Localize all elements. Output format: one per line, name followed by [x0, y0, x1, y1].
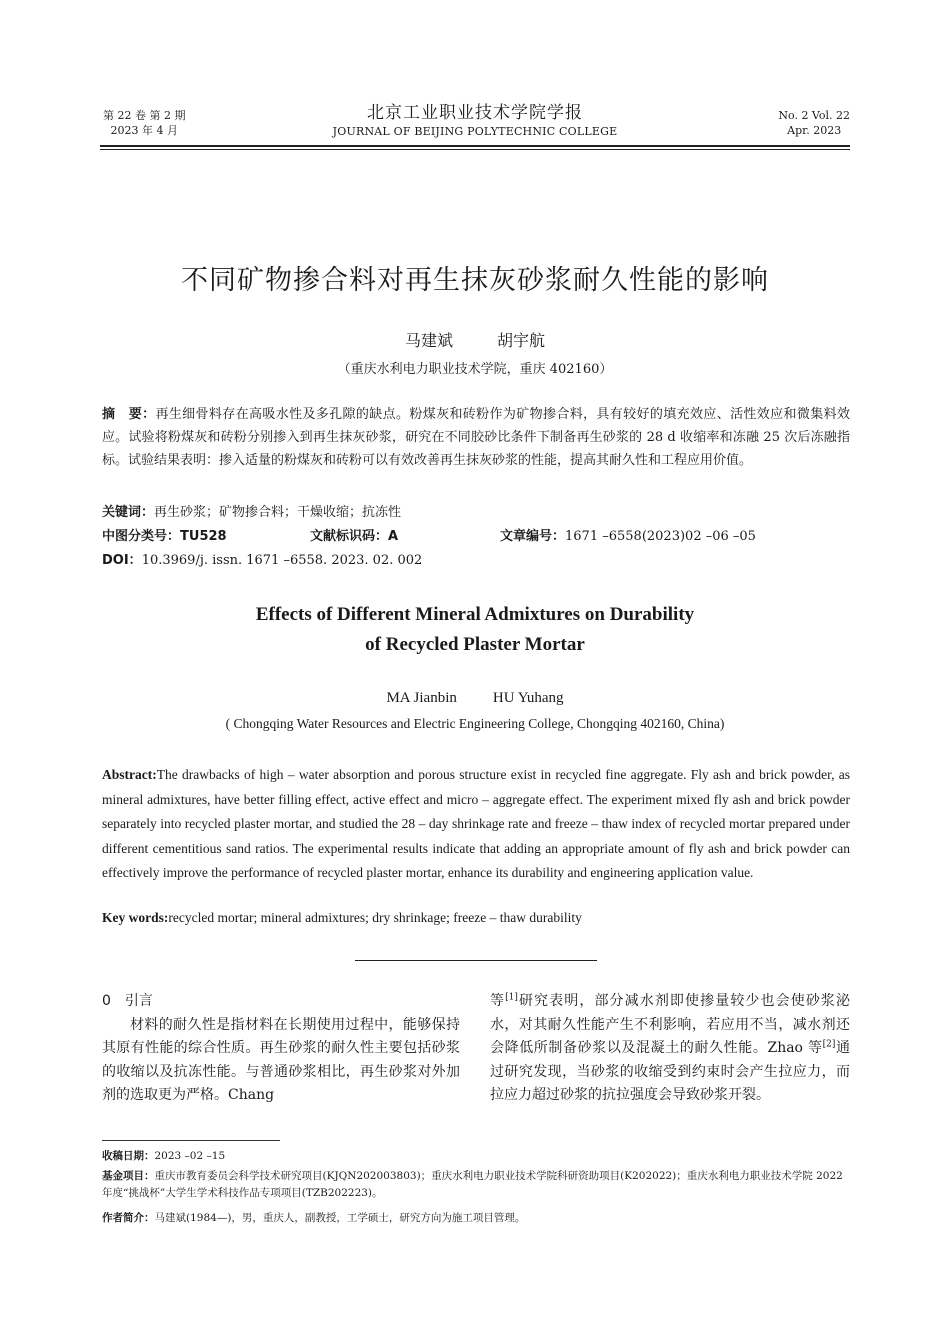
footnote-received: 收稿日期：2023 –02 –15: [102, 1150, 226, 1162]
footnote-author: 作者简介：马建斌(1984—)，男，重庆人，副教授，工学硕士，研究方向为施工项目管理。: [102, 1212, 526, 1224]
keywords-text: 再生砂浆；矿物掺合料；干燥收缩；抗冻性: [154, 505, 402, 520]
section-heading: 0 引言: [102, 993, 153, 1009]
header-rule: [100, 145, 850, 147]
running-header-right: [778, 108, 850, 138]
abstract-text: 再生细骨料存在高吸水性及多孔隙的缺点。粉煤灰和砖粉作为矿物掺合料，具有较好的填充效应、活性效应和微集料效应。试验将粉煤灰和砖粉分别掺入到再生抹灰砂浆，研究在不同胶砂比条件下制备再生砂浆的 28 d 收缩率和冻融 25 次后冻融指标。试验结果表明：掺入适量的粉煤灰和砖粉可以有效改善再生抹灰砂浆的性能，提高其耐久性和工程应用价值。: [102, 407, 850, 468]
author-name-en: MA Jianbin: [386, 690, 457, 706]
clc-number: 中图分类号：TU528: [102, 529, 227, 544]
body-column-left: [102, 990, 460, 1108]
citation-ref[interactable]: [1]: [505, 992, 518, 1003]
journal-masthead: [300, 102, 650, 139]
journal-name-en: JOURNAL OF BEIJING POLYTECHNIC COLLEGE: [332, 125, 618, 138]
abstract-cn: [102, 403, 850, 472]
affiliation-en: ( Chongqing Water Resources and Electric Engineering College, Chongqing 402160, China): [225, 716, 725, 731]
doi-link[interactable]: 10.3969/j. issn. 1671 –6558. 2023. 02. 002: [141, 553, 423, 568]
keywords-label: 关键词：: [102, 505, 155, 520]
section-separator: [355, 960, 597, 961]
document-code: 文献标识码：A: [310, 529, 399, 544]
keywords-en-label: Key words:: [102, 910, 169, 925]
header-rule-thin: [100, 149, 850, 150]
footnote-rule: [102, 1140, 280, 1141]
body-paragraph: 材料的耐久性是指材料在长期使用过程中，能够保持其原有性能的综合性质。再生砂浆的耐久性主要包括砂浆的收缩以及抗冻性能。与普通砂浆相比，再生砂浆对外加剂的选取更为严格。Chang: [102, 1016, 460, 1103]
keywords-en-text: recycled mortar; mineral admixtures; dry shrinkage; freeze – thaw durability: [168, 910, 582, 925]
paper-title-cn: 不同矿物掺合料对再生抹灰砂浆耐久性能的影响: [181, 265, 769, 296]
volume-issue-en: No. 2 Vol. 22: [778, 109, 850, 122]
author-name: 马建斌: [404, 331, 453, 350]
keywords-en: [102, 910, 582, 926]
footnote-funding: 基金项目：重庆市教育委员会科学技术研究项目(KJQN202003803)；重庆水利电力职业技术学院科研资助项目(K202022)；重庆水利电力职业技术学院 2022 年度“挑战杯”大学生学术科技作品专项项目(TZB202223)。: [102, 1170, 843, 1199]
affiliation-cn: （重庆水利电力职业技术学院，重庆 402160）: [337, 362, 613, 377]
abstract-label: 摘 要：: [102, 407, 156, 422]
citation-ref[interactable]: [2]: [822, 1039, 836, 1050]
journal-name-cn: 北京工业职业技术学院学报: [367, 103, 583, 123]
publication-date-cn: 2023 年 4 月: [110, 124, 178, 137]
doi-line: DOI：10.3969/j. issn. 1671 –6558. 2023. 02. 002: [102, 553, 423, 568]
abstract-en: [102, 763, 850, 886]
abstract-en-label: Abstract:: [102, 767, 157, 782]
author-name-en: HU Yuhang: [492, 690, 564, 706]
abstract-en-text: The drawbacks of high – water absorption and porous structure exist in recycled fine aggregate. Fly ash and brick powder, as mineral admixtures, have better filling effect, active effect and micro – aggregate effect. The experiment mixed fly ash and brick powder separately into recycled plaster mortar, and studied the 28 – day shrinkage rate and freeze – thaw index of recycled mortar prepared under different cementitious sand ratios. The experimental results indicate that adding an appropriate amount of fly ash and brick powder can effectively improve the performance of recycled plaster mortar, enhance its durability and engineering application value.: [102, 767, 850, 880]
authors-en: [0, 690, 950, 707]
author-name: 胡宇航: [497, 331, 546, 350]
authors-cn: [0, 328, 950, 351]
body-column-right: 等[1]研究表明，部分减水剂即使掺量较少也会使砂浆泌水，对其耐久性能产生不利影响，若应用不当，减水剂还会降低所制备砂浆以及混凝土的耐久性能。Zhao 等[2]通过研究发现，当砂浆的收缩受到约束时会产生拉应力，而拉应力超过砂浆的抗拉强度会导致砂浆开裂。: [490, 992, 851, 1103]
running-header-left: [103, 108, 185, 138]
classification-row: [102, 525, 850, 549]
volume-issue: 第 22 卷 第 2 期: [103, 109, 186, 122]
publication-date-en: Apr. 2023: [787, 124, 842, 137]
article-number: 文章编号：1671 –6558(2023)02 –06 –05: [500, 529, 756, 544]
paper-title-en: Effects of Different Mineral Admixtures on Durability of Recycled Plaster Mortar: [255, 604, 695, 655]
keywords-cn: [102, 501, 850, 524]
